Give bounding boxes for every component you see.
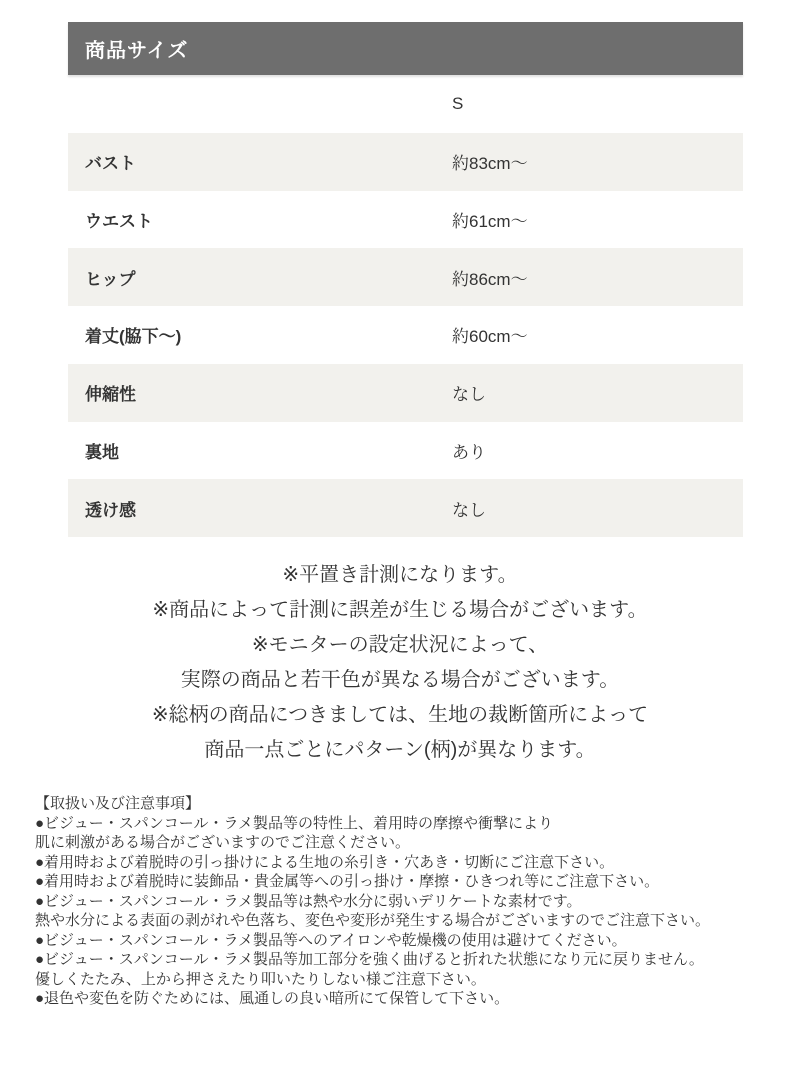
row-label: 裏地 [85,442,119,462]
row-label: バスト [85,154,136,174]
care-notes [35,794,775,1009]
care-line: ●ビジュー・スパンコール・ラメ製品等は熱や水分に弱いデリケートな素材です。 [35,892,582,910]
size-column-header-row [68,75,743,133]
note-line: 商品一点ごとにパターン(柄)が異なります。 [204,739,596,761]
section-header [68,22,743,75]
table-row-bust [68,133,743,191]
row-value: 約86cm〜 [452,269,528,289]
table-row-stretch [68,364,743,422]
care-line: 肌に刺激がある場合がございますのでご注意ください。 [35,834,411,851]
table-row-length [68,306,743,364]
note-line: ※平置き計測になります。 [282,564,518,586]
note-line: 実際の商品と若干色が異なる場合がございます。 [180,669,620,691]
row-label: 透け感 [85,500,136,520]
row-value: なし [452,385,486,405]
care-line: 優しくたたみ、上から押さえたり叩いたりしない様ご注意下さい。 [35,970,486,988]
table-row-waist [68,191,743,249]
table-row-sheerness [68,479,743,537]
row-value: なし [452,500,486,520]
table-row-hip [68,248,743,306]
row-label: ヒップ [85,269,136,289]
size-table [68,75,743,537]
row-value: あり [452,442,486,462]
row-value: 約60cm〜 [452,327,528,347]
care-heading: 【取扱い及び注意事項】 [35,795,201,812]
row-label: 着丈(脇下〜) [85,327,182,347]
note-line: ※商品によって計測に誤差が生じる場合がございます。 [152,599,648,621]
care-line: ●ビジュー・スパンコール・ラメ製品等加工部分を強く曲げると折れた状態になり元に戻りません。 [35,951,704,968]
row-label: 伸縮性 [85,385,136,405]
section-title: 商品サイズ [85,40,189,62]
measurement-notes [0,558,800,768]
row-value: 約83cm〜 [452,154,528,174]
note-line: ※総柄の商品につきましては、生地の裁断箇所によって [151,704,649,726]
care-line: ●着用時および着脱時の引っ掛けによる生地の糸引き・穴あき・切断にご注意下さい。 [35,853,615,871]
care-line: 熱や水分による表面の剥がれや色落ち、変色や変形が発生する場合がございますのでご注意下さい。 [35,912,711,929]
row-value: 約61cm〜 [452,211,528,231]
care-line: ●ビジュー・スパンコール・ラメ製品等へのアイロンや乾燥機の使用は避けてください。 [35,931,627,949]
care-line: ●着用時および着脱時に装飾品・貴金属等への引っ掛け・摩擦・ひきつれ等にご注意下さい。 [35,873,660,890]
note-line: ※モニターの設定状況によって、 [251,634,549,656]
care-line: ●退色や変色を防ぐためには、風通しの良い暗所にて保管して下さい。 [35,990,510,1007]
size-section [68,22,743,537]
table-row-lining [68,422,743,480]
row-label: ウエスト [85,211,153,231]
care-line: ●ビジュー・スパンコール・ラメ製品等の特性上、着用時の摩擦や衝撃により [35,814,554,832]
size-column-header: S [452,93,464,113]
